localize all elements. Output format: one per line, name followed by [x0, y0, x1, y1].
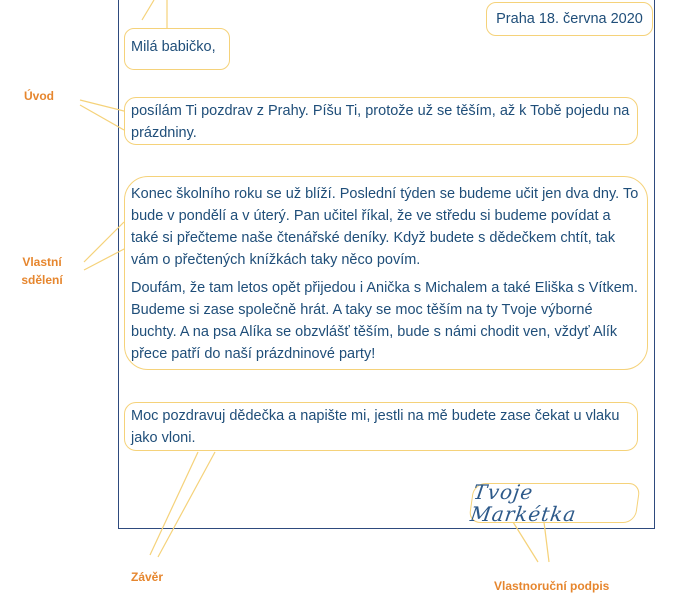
callout-line-closing-1 — [150, 452, 198, 555]
signature-bubble — [468, 480, 641, 526]
letter-closing: Moc pozdravuj dědečka a napište mi, jestli na mě budete zase čekat u vlaku jako vloni. — [131, 408, 620, 446]
letter-signature: Tvoje Markétka — [468, 480, 579, 526]
label-body — [20, 253, 64, 289]
callout-line-signature-2 — [544, 522, 549, 562]
letter-greeting: Milá babičko, — [131, 39, 216, 55]
letter-body-paragraph-1: Konec školního roku se už blíží. Poslední týden se budeme učit jen dva dny. To bude v pondělí a v úterý. Pan učitel říkal, že ve středu si budeme povídat a také si přečteme naše čtenářské deníky. Když budete s dědečkem chtít, tak vám o přečtených knížkách taky něco povím. — [131, 186, 639, 268]
callout-line-top-left — [142, 0, 154, 20]
label-signature-text: Vlastnoruční podpis — [494, 579, 610, 593]
closing-bubble — [124, 402, 638, 451]
label-closing — [131, 568, 163, 586]
body-bubble — [124, 176, 648, 370]
label-intro-text: Úvod — [24, 89, 54, 103]
label-body-line-2: sdělení — [21, 273, 63, 287]
callout-line-body-1 — [84, 222, 124, 262]
intro-bubble — [124, 97, 638, 145]
callout-line-body-2 — [84, 248, 126, 270]
label-signature — [494, 577, 609, 595]
label-intro — [24, 87, 54, 105]
label-body-line-1: Vlastní — [22, 255, 62, 269]
date-bubble — [486, 2, 653, 36]
callout-line-signature-1 — [513, 522, 538, 562]
label-closing-text: Závěr — [131, 570, 164, 584]
greeting-bubble — [124, 28, 230, 70]
callout-line-closing-2 — [158, 452, 215, 557]
callout-line-intro-1 — [80, 100, 128, 112]
letter-intro: posílám Ti pozdrav z Prahy. Píšu Ti, protože už se těším, až k Tobě pojedu na prázdniny. — [131, 103, 630, 141]
letter-date: Praha 18. června 2020 — [496, 11, 643, 27]
letter-body-paragraph-2: Doufám, že tam letos opět přijedou i Anička s Michalem a také Eliška s Vítkem. Budeme si zase společně hrát. A taky se moc těším na ty Tvoje výborné buchty. A na psa Alíka se obzvlášť těším, bude s námi chodit ven, vždyť Alík přece patří do naší prázdninové party! — [131, 280, 638, 362]
